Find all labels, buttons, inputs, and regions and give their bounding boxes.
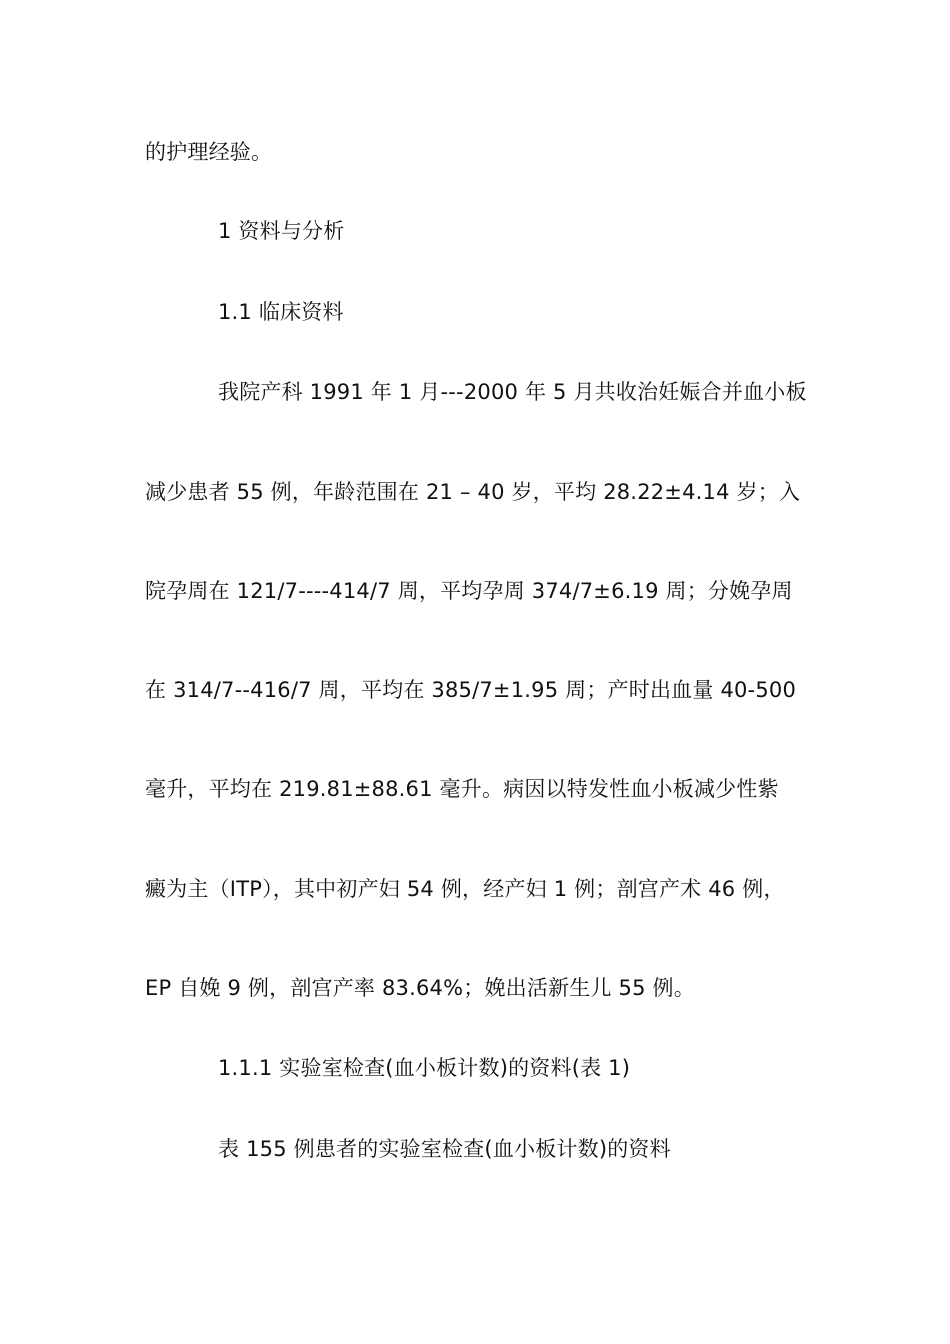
paragraph-line: 毫升，平均在 219.81±88.61 毫升。病因以特发性血小板减少性紫: [145, 777, 779, 801]
section-heading: 1 资料与分析: [218, 219, 345, 243]
paragraph-line: EP 自娩 9 例，剖宫产率 83.64%；娩出活新生儿 55 例。: [145, 976, 695, 1000]
subsection-heading: 1.1 临床资料: [218, 300, 344, 324]
paragraph-line: 我院产科 1991 年 1 月---2000 年 5 月共收治妊娠合并血小板: [218, 380, 807, 404]
table-caption: 表 155 例患者的实验室检查(血小板计数)的资料: [218, 1137, 671, 1161]
paragraph-line: 院孕周在 121/7----414/7 周，平均孕周 374/7±6.19 周；分娩孕周: [145, 579, 793, 603]
paragraph-line: 减少患者 55 例，年龄范围在 21 – 40 岁，平均 28.22±4.14 岁；入: [145, 480, 801, 504]
paragraph-line: 在 314/7--416/7 周，平均在 385/7±1.95 周；产时出血量 40-500: [145, 678, 797, 702]
paragraph-line: 的护理经验。: [145, 140, 273, 164]
paragraph-line: 癜为主（ITP），其中初产妇 54 例，经产妇 1 例；剖宫产术 46 例，: [145, 877, 785, 901]
subsubsection-heading: 1.1.1 实验室检查(血小板计数)的资料(表 1): [218, 1056, 631, 1080]
